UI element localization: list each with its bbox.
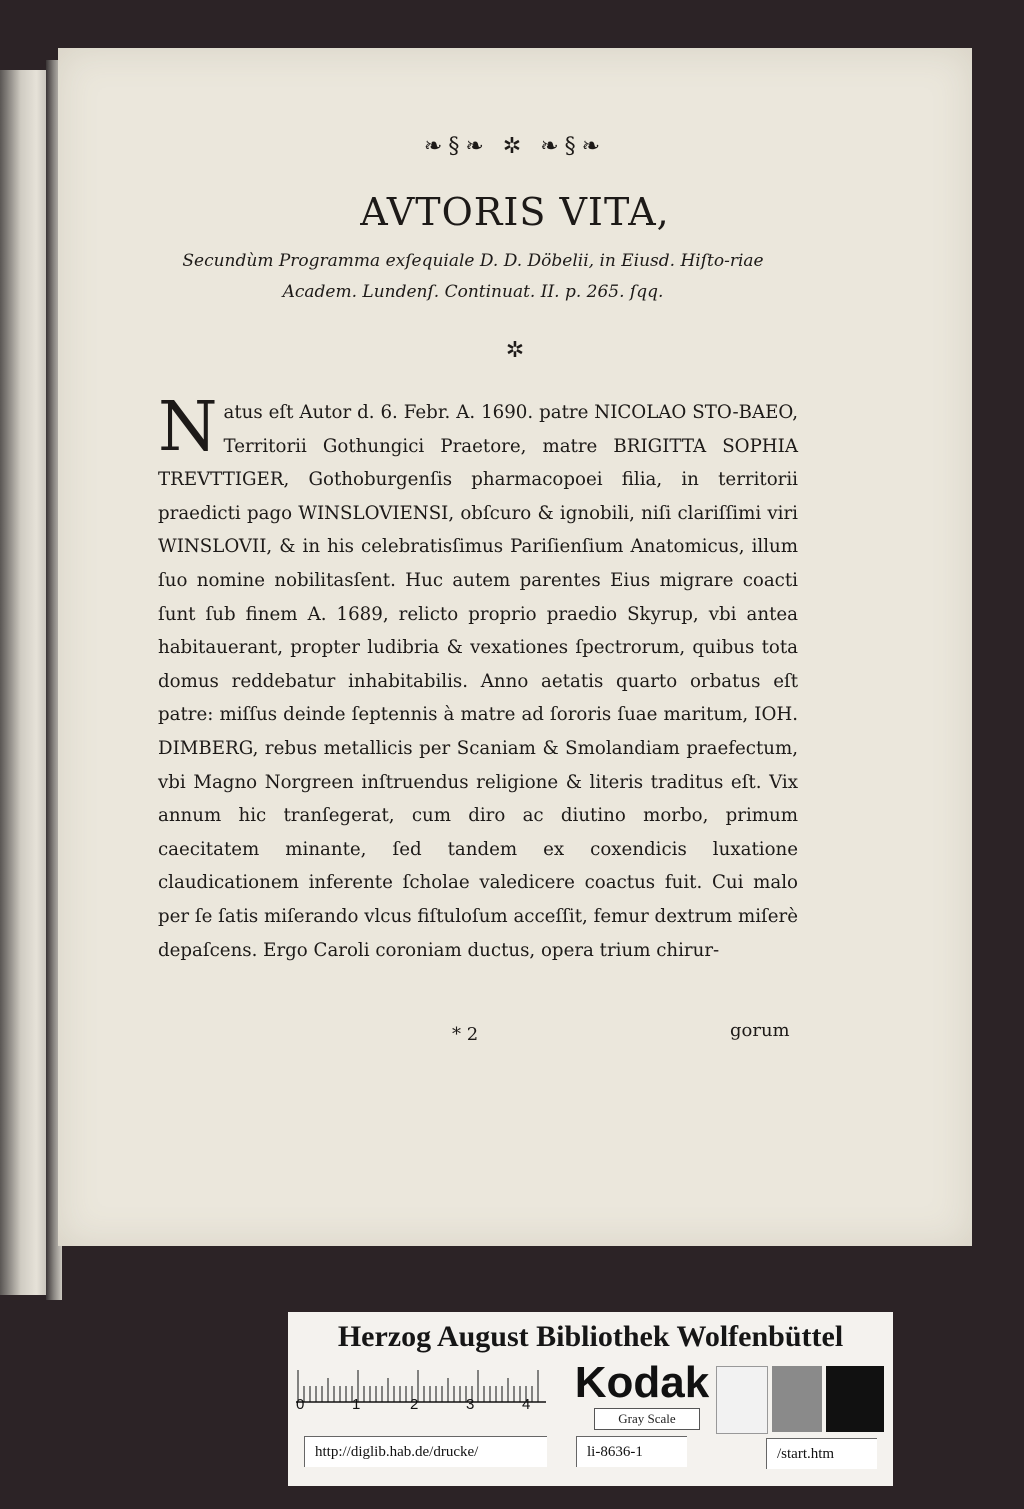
library-name: Herzog August Bibliothek Wolfenbüttel bbox=[337, 1320, 844, 1353]
body-paragraph bbox=[158, 388, 798, 967]
ruler-number: 0 bbox=[296, 1396, 305, 1413]
gray-scale-label: Gray Scale bbox=[594, 1408, 700, 1430]
gray-swatches bbox=[716, 1366, 886, 1432]
left-page-edge bbox=[0, 70, 52, 1295]
ruler-number: 3 bbox=[466, 1396, 475, 1413]
kodak-logo: Kodak bbox=[574, 1358, 710, 1407]
scanned-page bbox=[58, 48, 972, 1246]
ruler-number: 4 bbox=[522, 1396, 531, 1413]
body-text: atus eſt Autor d. 6. Febr. A. 1690. patre NICOLAO STO-BAEO, Territorii Gothungici Praetore, matre BRIGITTA SOPHIA TREVTTIGER, Gothoburgenſis pharmacopoei filia, in territorii praedicti pago WINSLOVIENSI, obſcuro & ignobili, niſi clariſſimi viri WINSLOVII, & in his celebratisſimus Pariſienſium Anatomicus, illum ſuo nomine nobilitasſent. Huc autem parentes Eius migrare coacti ſunt ſub finem A. 1689, relicto proprio praedio Skyrup, vbi antea habitauerant, propter ludibria & vexationes ſpectrorum, quibus tota domus reddebatur inhabitabilis. Anno aetatis quarto orbatus eſt patre: miſſus deinde ſeptennis à matre ad ſororis ſuae maritum, IOH. DIMBERG, rebus metallicis per Scaniam & Smolandiam praefectum, vbi Magno Norgreen inſtruendus religione & literis traditus eſt. Vix annum hic tranſegerat, cum diro ac diutino morbo, primum caecitatem minante, ſed tandem ex coxendicis luxatione claudicationem inferente ſcholae valedicere coactus fuit. Cui malo per ſe ſatis miſerando vlcus fiſtuloſum acceſſit, femur dextrum miſerè depaſcens. Ergo Caroli coroniam ductus, opera trium chirur- bbox=[158, 402, 798, 961]
ruler-number: 2 bbox=[410, 1396, 419, 1413]
library-url: http://diglib.hab.de/drucke/ bbox=[304, 1436, 547, 1467]
ruler-numbers bbox=[296, 1396, 546, 1418]
page-title: AVTORIS VITA, bbox=[360, 190, 670, 234]
header-ornament: ❧§❧ ✲ ❧§❧ bbox=[423, 134, 607, 159]
shelfmark: li-8636-1 bbox=[576, 1436, 687, 1467]
swatch-gray bbox=[772, 1366, 822, 1432]
ruler-number: 1 bbox=[352, 1396, 361, 1413]
signature-mark: * 2 bbox=[452, 1024, 479, 1045]
swatch-white bbox=[716, 1366, 768, 1434]
library-color-card bbox=[288, 1312, 893, 1486]
star-ornament: ✲ bbox=[505, 338, 525, 363]
drop-cap: N bbox=[158, 388, 218, 467]
body-text-block bbox=[158, 388, 798, 967]
start-page-label: /start.htm bbox=[766, 1438, 877, 1469]
catchword: gorum bbox=[730, 1020, 790, 1041]
page-subtitle: Secundùm Programma exſequiale D. D. Döbelii, in Eiusd. Hiſto-riae Academ. Lundenſ. Continuat. II. p. 265. ſqq. bbox=[182, 251, 764, 302]
swatch-black bbox=[826, 1366, 884, 1432]
